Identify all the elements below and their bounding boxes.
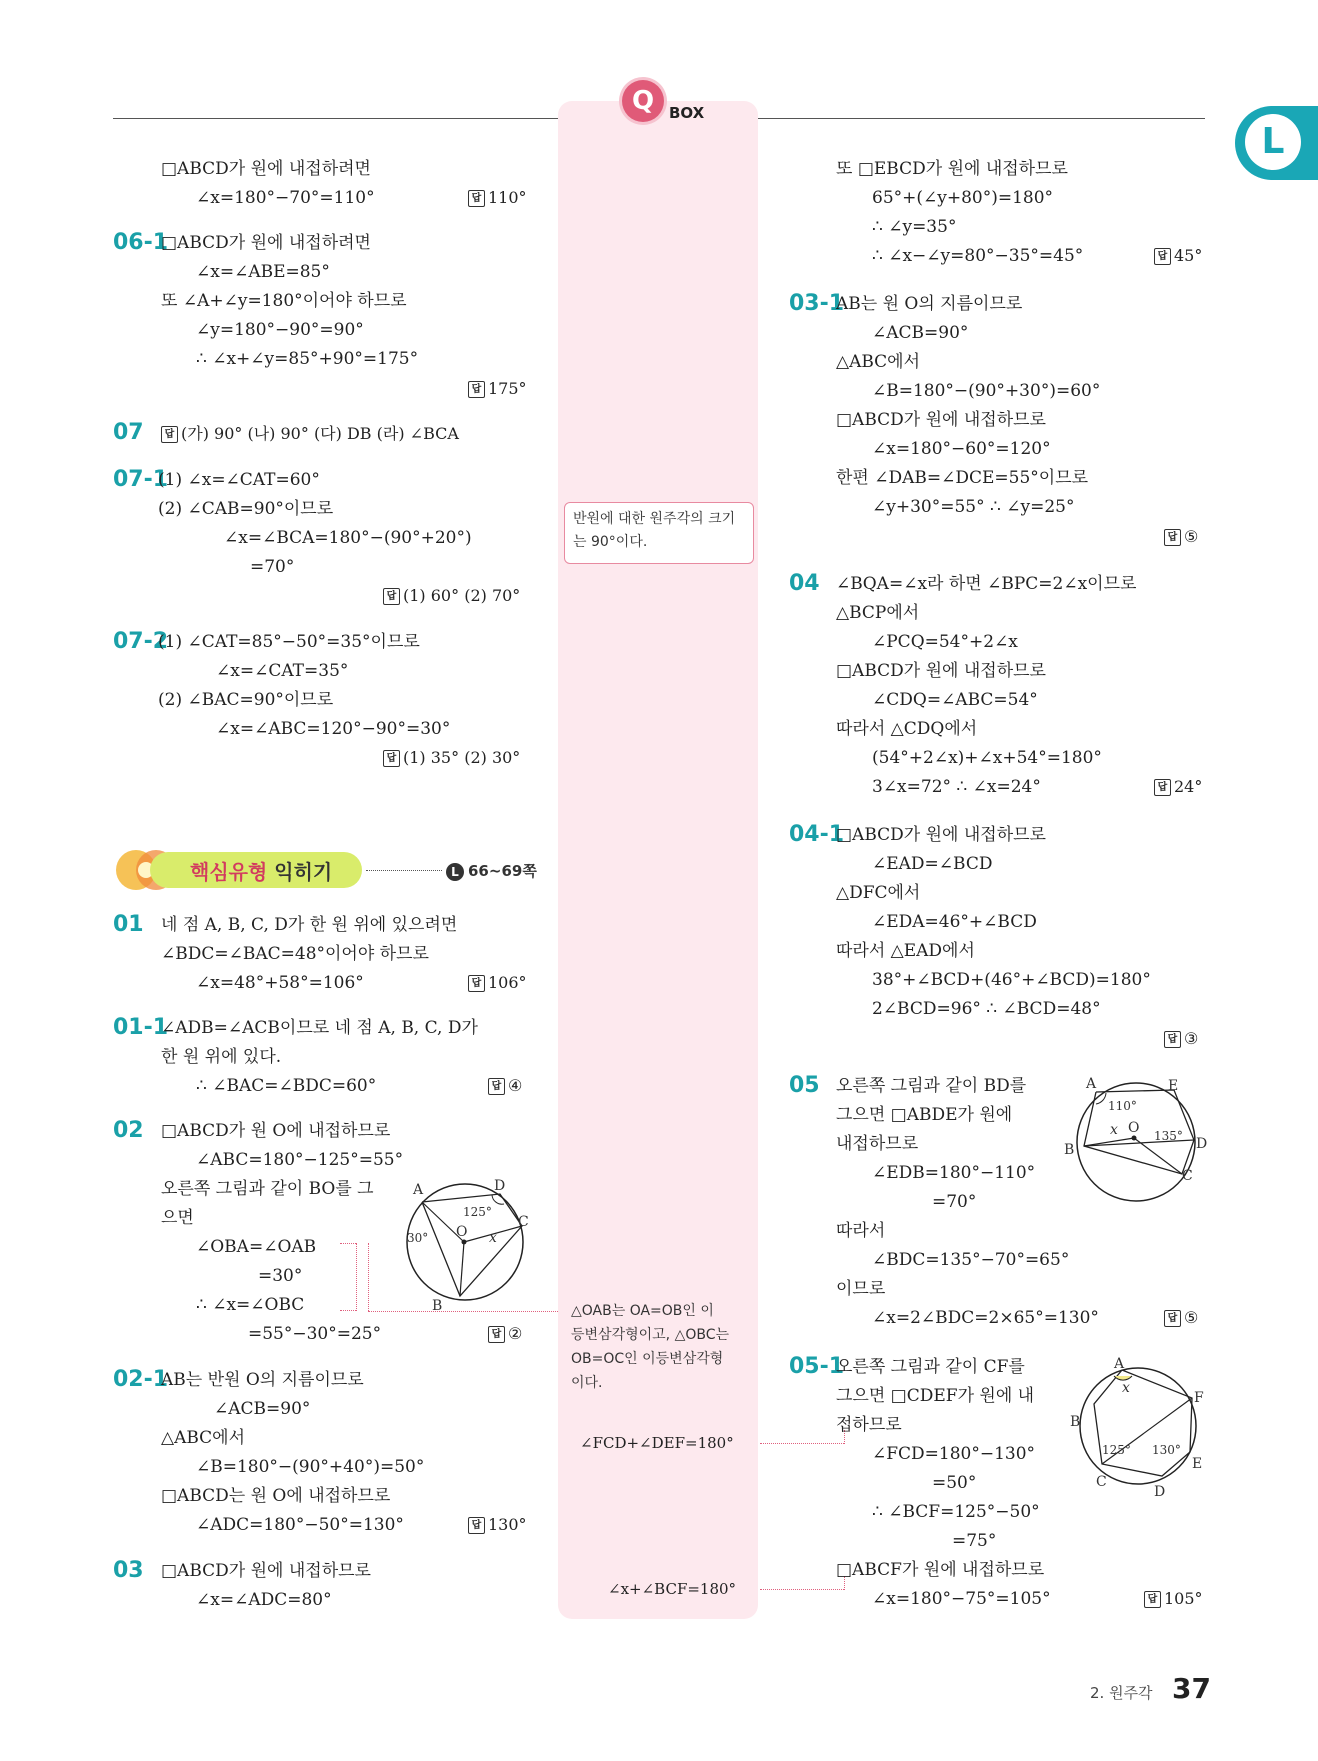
footer-chapter: 2. 원주각 <box>1090 1684 1153 1702</box>
answer-icon: 답 <box>1164 529 1181 546</box>
answer-icon: 답 <box>488 1326 505 1343</box>
section-page-ref <box>446 860 537 881</box>
answer <box>1164 1307 1198 1329</box>
answer-value: (1) 60° (2) 70° <box>403 586 521 605</box>
side-tab-letter: L <box>1245 114 1301 170</box>
problem-number: 03-1 <box>789 291 845 316</box>
text-line: ∠ABC=180°−125°=55° <box>196 1150 404 1170</box>
answer-icon: 답 <box>1154 248 1171 265</box>
answer-value: ④ <box>508 1076 523 1095</box>
text-line: ∠ACB=90° <box>214 1399 311 1419</box>
text-line: ∠x=2∠BDC=2×65°=130° <box>872 1308 1099 1328</box>
text-line: ∠EDA=46°+∠BCD <box>872 912 1037 932</box>
note-2-line: △OAB는 OA=OB인 이 <box>571 1303 714 1319</box>
text-line: 그으면 □ABDE가 원에 <box>836 1105 1013 1125</box>
text-line: ∠x=∠ABC=120°−90°=30° <box>216 719 451 739</box>
text-line: 따라서 △CDQ에서 <box>836 719 978 739</box>
section-title <box>190 856 332 885</box>
problem-number: 02 <box>113 1118 144 1143</box>
text-line: △DFC에서 <box>836 883 921 903</box>
note-1-line: 반원에 대한 원주각의 크기 <box>573 511 736 527</box>
section-page-value: 66~69쪽 <box>468 862 537 880</box>
section-title-b: 익히기 <box>274 860 333 884</box>
answer <box>468 972 527 994</box>
text-line: =75° <box>952 1531 997 1551</box>
text-line: □ABCD가 원에 내접하려면 <box>161 233 371 253</box>
text-line: =50° <box>932 1473 977 1493</box>
fig05-label-a: A <box>1086 1076 1097 1092</box>
leader-line <box>368 1243 369 1311</box>
fig05-label-c: C <box>1182 1168 1193 1184</box>
answer-value: 24° <box>1174 777 1203 796</box>
figure-05 <box>1066 1078 1216 1208</box>
fig05-label-e: E <box>1168 1078 1179 1094</box>
text-line: =70° <box>250 557 295 577</box>
answer-icon: 답 <box>1144 1591 1161 1608</box>
text-line: ∠BQA=∠x라 하면 ∠BPC=2∠x이므로 <box>836 574 1137 594</box>
text-line: 65°+(∠y+80°)=180° <box>872 188 1054 208</box>
leader-line <box>340 1243 356 1244</box>
answer-value: 106° <box>488 973 527 992</box>
text-line: ∴ ∠BAC=∠BDC=60° <box>196 1076 377 1096</box>
fig02-label-a: A <box>413 1182 424 1198</box>
text-line: (1) ∠x=∠CAT=60° <box>158 470 320 490</box>
text-line: □ABCD가 원 O에 내접하므로 <box>161 1121 391 1141</box>
text-line: AB는 반원 O의 지름이므로 <box>161 1370 364 1390</box>
text-line: ∠EDB=180°−110° <box>872 1163 1036 1183</box>
text-line: □ABCD가 원에 내접하므로 <box>836 825 1046 845</box>
answer <box>468 1514 527 1536</box>
fig02-angle-30: 30° <box>407 1231 429 1245</box>
answer-icon: 답 <box>1164 1310 1181 1327</box>
answer-icon: 답 <box>1164 1031 1181 1048</box>
text-line: ∠x=180°−75°=105° <box>872 1589 1051 1609</box>
answer-value: 175° <box>488 379 527 398</box>
problem-number: 05 <box>789 1073 820 1098</box>
leader-line <box>760 1589 844 1590</box>
fig051-label-a: A <box>1114 1356 1125 1372</box>
answer-icon: 답 <box>468 190 485 207</box>
problem-number: 03 <box>113 1558 144 1583</box>
answer-value: ⑤ <box>1184 527 1199 546</box>
note-2-line: OB=OC인 이등변삼각형 <box>571 1351 724 1367</box>
text-line: ∠B=180°−(90°+30°)=60° <box>872 381 1101 401</box>
page-number: 37 <box>1172 1672 1211 1705</box>
text-line: 한편 ∠DAB=∠DCE=55°이므로 <box>836 468 1089 488</box>
fig051-label-f: F <box>1194 1390 1204 1406</box>
text-line: (2) ∠BAC=90°이므로 <box>158 690 334 710</box>
answer-value: ⑤ <box>1184 1308 1199 1327</box>
text-line: ∴ ∠y=35° <box>872 217 957 237</box>
note-3: ∠FCD+∠DEF=180° <box>580 1434 734 1452</box>
fig051-label-b: B <box>1070 1414 1081 1430</box>
qbox-logo: Q <box>622 80 664 122</box>
fig02-label-o: O <box>456 1224 468 1240</box>
fig051-label-c: C <box>1096 1474 1107 1490</box>
text-line: =70° <box>932 1192 977 1212</box>
note-1-line: 는 90°이다. <box>573 534 648 550</box>
text-line: ∠x=∠CAT=35° <box>216 661 349 681</box>
problem-number: 01-1 <box>113 1015 169 1040</box>
text-line: ∠x=∠ADC=80° <box>196 1590 332 1610</box>
fig05-label-o: O <box>1128 1120 1140 1136</box>
answer-icon: 답 <box>383 588 400 605</box>
text-line: ∠FCD=180°−130° <box>872 1444 1036 1464</box>
text-line: ∠x=180°−60°=120° <box>872 439 1051 459</box>
text-line: ∠x=180°−70°=110° <box>196 188 375 208</box>
note-2-line: 등변삼각형이고, △OBC는 <box>571 1327 730 1343</box>
text-line: ∠x=48°+58°=106° <box>196 973 364 993</box>
text-line: (1) ∠CAT=85°−50°=35°이므로 <box>158 632 420 652</box>
answer-value: 45° <box>1174 246 1203 265</box>
leader-line <box>340 1310 356 1311</box>
text-line: ∠x=∠BCA=180°−(90°+20°) <box>224 528 472 548</box>
text-line: (2) ∠CAB=90°이므로 <box>158 499 334 519</box>
qbox-label: BOX <box>669 104 705 122</box>
text-line: ∠BDC=∠BAC=48°이어야 하므로 <box>161 944 429 964</box>
answer-icon: 답 <box>468 381 485 398</box>
text-line: □ABCF가 원에 내접하므로 <box>836 1560 1045 1580</box>
text-line: ∴ ∠x+∠y=85°+90°=175° <box>196 349 419 369</box>
answer-value: ③ <box>1184 1029 1199 1048</box>
text-line: 내접하므로 <box>836 1134 919 1154</box>
text-line: ∠ACB=90° <box>872 323 969 343</box>
answer-icon: 답 <box>1154 779 1171 796</box>
leader-line <box>368 1311 558 1312</box>
answer-icon: 답 <box>468 1517 485 1534</box>
text-line: △BCP에서 <box>836 603 920 623</box>
problem-number: 06-1 <box>113 230 169 255</box>
problem-number: 01 <box>113 912 144 937</box>
answer-value: (가) 90° (나) 90° (다) DB (라) ∠BCA <box>181 424 459 443</box>
text-line: 오른쪽 그림과 같이 BD를 <box>836 1076 1027 1096</box>
text-line: =55°−30°=25° <box>248 1324 382 1344</box>
text-line: 또 ∠A+∠y=180°이어야 하므로 <box>161 291 407 311</box>
text-line: =30° <box>258 1266 303 1286</box>
fig051-angle-125: 125° <box>1102 1443 1131 1457</box>
text-line: ∠ADB=∠ACB이므로 네 점 A, B, C, D가 <box>161 1018 478 1038</box>
note-2-line: 이다. <box>571 1375 603 1391</box>
text-line: □ABCD는 원 O에 내접하므로 <box>161 1486 391 1506</box>
note-4: ∠x+∠BCF=180° <box>608 1580 737 1598</box>
fig05-label-d: D <box>1196 1136 1208 1152</box>
answer-value: 110° <box>488 188 527 207</box>
problem-number: 04 <box>789 571 820 596</box>
text-line: 접하므로 <box>836 1415 902 1435</box>
text-line: 으면 <box>161 1208 194 1228</box>
answer-icon: 답 <box>161 426 178 443</box>
text-line: ∴ ∠x=∠OBC <box>196 1295 305 1315</box>
text-line: 네 점 A, B, C, D가 한 원 위에 있으려면 <box>161 915 458 935</box>
text-line: ∠B=180°−(90°+40°)=50° <box>196 1457 425 1477</box>
text-line: 따라서 △EAD에서 <box>836 941 975 961</box>
text-line: 그으면 □CDEF가 원에 내 <box>836 1386 1035 1406</box>
text-line: □ABCD가 원에 내접하려면 <box>161 159 371 179</box>
text-line: 38°+∠BCD+(46°+∠BCD)=180° <box>872 970 1151 990</box>
answer-value: ② <box>508 1324 523 1343</box>
answer <box>1164 526 1198 548</box>
answer <box>488 1075 522 1097</box>
text-line: 오른쪽 그림과 같이 BO를 그 <box>161 1179 374 1199</box>
text-line: 따라서 <box>836 1221 886 1241</box>
text-line: ∠ADC=180°−50°=130° <box>196 1515 404 1535</box>
leader-line <box>760 1443 844 1444</box>
fig05-angle-110: 110° <box>1108 1099 1137 1113</box>
section-title-a: 핵심유형 <box>190 860 268 884</box>
text-line: ∠EAD=∠BCD <box>872 854 993 874</box>
fig051-label-d: D <box>1154 1484 1166 1500</box>
fig05-label-b: B <box>1064 1142 1075 1158</box>
fig05-label-x: x <box>1110 1122 1118 1138</box>
text-line: △ABC에서 <box>836 352 921 372</box>
text-line: ∠CDQ=∠ABC=54° <box>872 690 1038 710</box>
l-badge-icon: L <box>446 863 464 881</box>
answer <box>1144 1588 1203 1610</box>
fig02-label-c: C <box>518 1214 529 1230</box>
text-line: ∴ ∠x−∠y=80°−35°=45° <box>872 246 1084 266</box>
problem-number: 02-1 <box>113 1367 169 1392</box>
header-rule-left <box>113 118 558 119</box>
answer <box>161 423 459 445</box>
leader-line <box>356 1243 357 1311</box>
text-line: ∠OBA=∠OAB <box>196 1237 317 1257</box>
text-line: 오른쪽 그림과 같이 CF를 <box>836 1357 1025 1377</box>
fig05-angle-135: 135° <box>1154 1129 1183 1143</box>
answer <box>1154 245 1202 267</box>
text-line: 또 □EBCD가 원에 내접하므로 <box>836 159 1068 179</box>
problem-number: 07-1 <box>113 467 169 492</box>
answer <box>1154 776 1202 798</box>
text-line: ∠PCQ=54°+2∠x <box>872 632 1018 652</box>
fig02-label-b: B <box>432 1298 443 1314</box>
answer <box>383 585 520 607</box>
text-line: 한 원 위에 있다. <box>161 1047 282 1067</box>
fig02-label-x: x <box>489 1230 497 1246</box>
answer <box>468 187 527 209</box>
answer <box>1164 1028 1198 1050</box>
text-line: □ABCD가 원에 내접하므로 <box>836 661 1046 681</box>
text-line: (54°+2∠x)+∠x+54°=180° <box>872 748 1102 768</box>
text-line: △ABC에서 <box>161 1428 246 1448</box>
text-line: ∠y+30°=55° ∴ ∠y=25° <box>872 497 1075 517</box>
text-line: AB는 원 O의 지름이므로 <box>836 294 1023 314</box>
fig051-label-x: x <box>1122 1380 1130 1396</box>
text-line: □ABCD가 원에 내접하므로 <box>836 410 1046 430</box>
fig051-angle-130: 130° <box>1152 1443 1181 1457</box>
answer-icon: 답 <box>468 975 485 992</box>
problem-number: 07-2 <box>113 629 169 654</box>
text-line: 3∠x=72° ∴ ∠x=24° <box>872 777 1041 797</box>
answer-value: 105° <box>1164 1589 1203 1608</box>
answer-value: (1) 35° (2) 30° <box>403 748 521 767</box>
answer-value: 130° <box>488 1515 527 1534</box>
fig02-angle-125: 125° <box>463 1205 492 1219</box>
answer-icon: 답 <box>383 750 400 767</box>
fig02-label-d: D <box>494 1178 506 1194</box>
problem-number: 04-1 <box>789 822 845 847</box>
problem-number: 07 <box>113 420 144 445</box>
text-line: ∠BDC=135°−70°=65° <box>872 1250 1070 1270</box>
text-line: ∠y=180°−90°=90° <box>196 320 364 340</box>
section-leader <box>366 870 442 871</box>
fig051-label-e: E <box>1192 1456 1203 1472</box>
answer <box>488 1323 522 1345</box>
text-line: 이므로 <box>836 1279 886 1299</box>
problem-number: 05-1 <box>789 1354 845 1379</box>
text-line: ∠x=∠ABE=85° <box>196 262 330 282</box>
text-line: 2∠BCD=96° ∴ ∠BCD=48° <box>872 999 1101 1019</box>
figure-05-1 <box>1078 1360 1208 1490</box>
answer <box>383 747 520 769</box>
answer-icon: 답 <box>488 1078 505 1095</box>
text-line: ∴ ∠BCF=125°−50° <box>872 1502 1040 1522</box>
answer <box>468 378 527 400</box>
text-line: □ABCD가 원에 내접하므로 <box>161 1561 371 1581</box>
header-rule-right <box>758 118 1205 119</box>
